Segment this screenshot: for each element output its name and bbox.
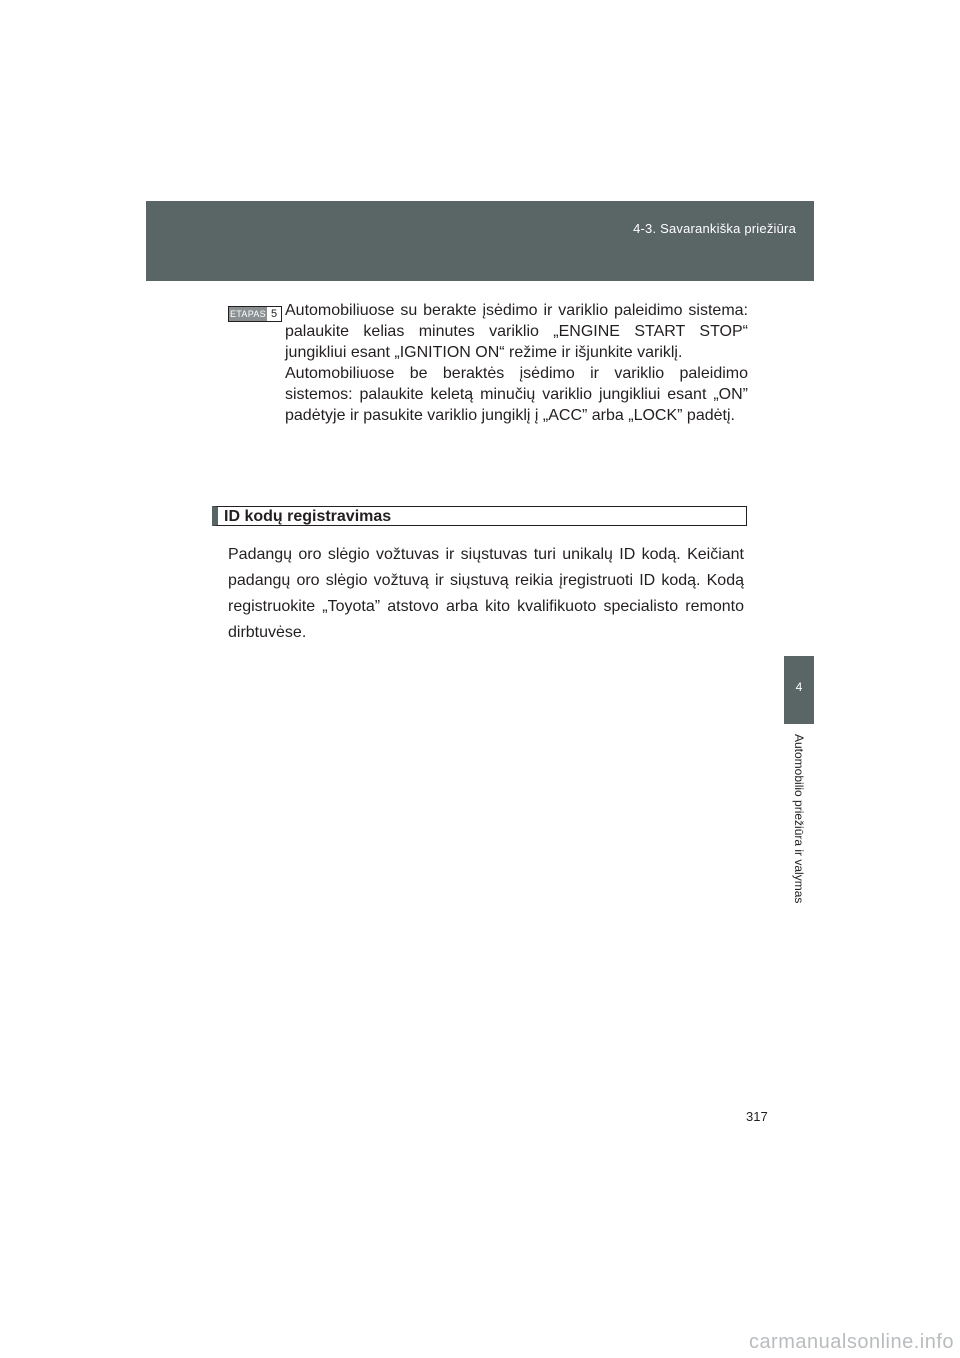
- watermark: carmanualsonline.info: [748, 1331, 954, 1353]
- step-text: [285, 300, 748, 426]
- chapter-label: Automobilio priežiūra ir valymas: [792, 734, 806, 904]
- section-title: 4-3. Savarankiška priežiūra: [633, 221, 796, 236]
- page-number: 317: [746, 1109, 768, 1124]
- step-paragraph: Automobiliuose be beraktės įsėdimo ir variklio paleidimo sistemos: palaukite keletą minučių variklio jungikliui esant „ON” padėtyje ir pasukite variklio jungiklį į „ACC” arba „LOCK” padėtį.: [285, 365, 748, 424]
- step-badge-word: ETAPAS: [230, 309, 266, 319]
- section-heading: ID kodų registravimas: [212, 506, 747, 526]
- chapter-number: 4: [795, 680, 803, 694]
- step-paragraph: Automobiliuose su berakte įsėdimo ir variklio paleidimo sistema: palaukite kelias minutes variklio „ENGINE START STOP“ jungikliui esant „IGNITION ON“ režime ir išjunkite variklį.: [285, 302, 748, 361]
- step-badge: [228, 306, 282, 322]
- chapter-label-wrap: [784, 734, 814, 974]
- section-body: Padangų oro slėgio vožtuvas ir siųstuvas turi unikalų ID kodą. Keičiant padangų oro slėgio vožtuvą ir siųstuvą reikia įregistruoti ID kodą. Kodą registruokite „Toyota” atstovo arba kito kvalifikuoto specialisto remonto dirbtuvėse.: [228, 546, 744, 641]
- step-5: [228, 300, 748, 426]
- step-badge-number: 5: [270, 308, 278, 320]
- chapter-tab: [784, 656, 814, 724]
- header-bar: [146, 201, 814, 281]
